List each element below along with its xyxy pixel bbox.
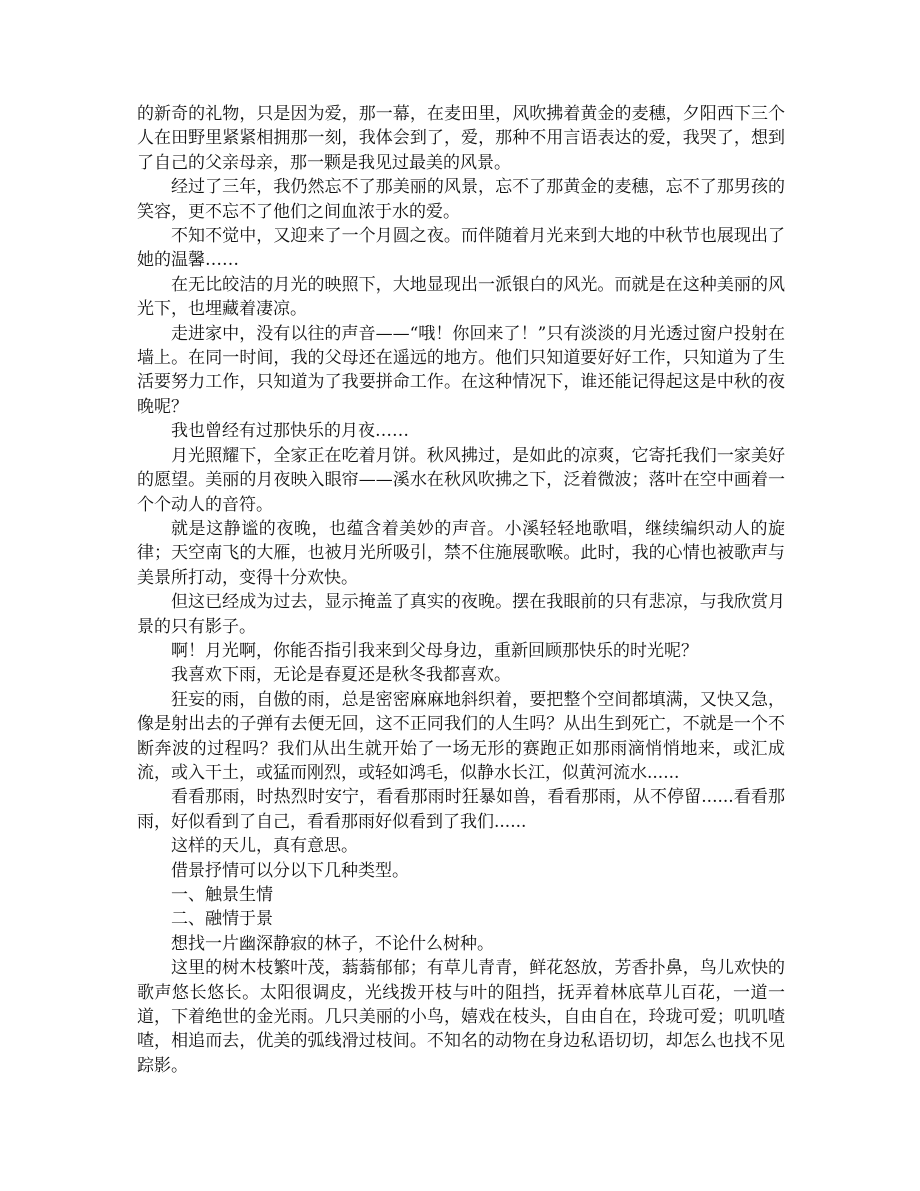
paragraph-4: 在无比皎洁的月光的映照下，大地显现出一派银白的风光。而就是在这种美丽的风光下，也埋藏着凄凉。 xyxy=(137,274,785,320)
paragraph-19: 这里的树木枝繁叶茂，蓊蓊郁郁；有草儿青青，鲜花怒放，芳香扑鼻，鸟儿欢快的歌声悠长悠长。太阳很调皮，光线拨开枝与叶的阻挡，抚弄着林底草儿百花，一道一道，下着绝世的金光雨。几只美丽的小鸟，嬉戏在枝头，自由自在，玲珑可爱；叽叽喳喳，相追而去，优美的弧线滑过枝间。不知名的动物在身边私语切切，却怎么也找不见踪影。 xyxy=(137,958,785,1076)
paragraph-15: 借景抒情可以分以下几种类型。 xyxy=(171,860,409,881)
paragraph-2: 经过了三年，我仍然忘不了那美丽的风景，忘不了那黄金的麦穗，忘不了那男孩的笑容，更不忘不了他们之间血浓于水的爱。 xyxy=(137,177,785,222)
section-heading-1: 一、触景生情 xyxy=(171,885,273,905)
document-body xyxy=(137,102,785,1078)
section-heading-2: 二、融情于景 xyxy=(171,909,273,930)
paragraph-7: 月光照耀下，全家正在吃着月饼。秋风拂过，是如此的凉爽，它寄托我们一家美好的愿望。美丽的月夜映入眼帘——溪水在秋风吹拂之下，泛着微波；落叶在空中画着一个个动人的音符。 xyxy=(137,445,785,515)
paragraph-10: 啊！月光啊，你能否指引我来到父母身边，重新回顾那快乐的时光呢？ xyxy=(171,640,698,661)
paragraph-12: 狂妄的雨，自傲的雨，总是密密麻麻地斜织着，要把整个空间都填满，又快又急，像是射出去的子弹有去便无回，这不正同我们的人生吗？从出生到死亡，不就是一个不断奔波的过程吗？我们从出生就开始了一场无形的赛跑正如那雨滴悄悄地来，或汇成流，或入干土，或猛而刚烈，或轻如鸿毛，似静水长江，似黄河流水...... xyxy=(137,689,785,783)
paragraph-1: 的新奇的礼物，只是因为爱，那一幕，在麦田里，风吹拂着黄金的麦穗，夕阳西下三个人在田野里紧紧相拥那一刻，我体会到了，爱，那种不用言语表达的爱，我哭了，想到了自己的父亲母亲，那一颗是我见过最美的风景。 xyxy=(137,104,785,173)
paragraph-3: 不知不觉中，又迎来了一个月圆之夜。而伴随着月光来到大地的中秋节也展现出了她的温馨…… xyxy=(137,226,785,271)
paragraph-8: 就是这静谧的夜晚，也蕴含着美妙的声音。小溪轻轻地歌唱，继续编织动人的旋律；天空南飞的大雁，也被月光所吸引，禁不住施展歌喉。此时，我的心情也被歌声与美景所打动，变得十分欢快。 xyxy=(137,518,785,588)
paragraph-18: 想找一片幽深静寂的林子，不论什么树种。 xyxy=(171,933,494,954)
paragraph-13: 看看那雨，时热烈时安宁，看看那雨时狂暴如兽，看看那雨，从不停留......看看那雨，好似看到了自己，看看那雨好似看到了我们...... xyxy=(137,787,785,832)
paragraph-11: 我喜欢下雨，无论是春夏还是秋冬我都喜欢。 xyxy=(171,665,511,686)
paragraph-9: 但这已经成为过去，显示掩盖了真实的夜晚。摆在我眼前的只有悲凉，与我欣赏月景的只有影子。 xyxy=(137,592,785,637)
paragraph-5: 走进家中，没有以往的声音——“哦！你回来了！”只有淡淡的月光透过窗户投射在墙上。在同一时间，我的父母还在遥远的地方。他们只知道要好好工作，只知道为了生活要努力工作，只知道为了我要拼命工作。在这种情况下，谁还能记得起这是中秋的夜晚呢？ xyxy=(137,323,785,417)
paragraph-14: 这样的天儿，真有意思。 xyxy=(171,836,358,857)
paragraph-6: 我也曾经有过那快乐的月夜…… xyxy=(171,421,409,442)
